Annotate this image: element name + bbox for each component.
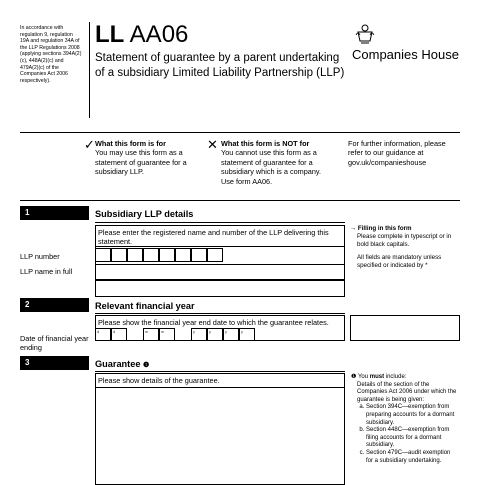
- section-1-inner-rule: [95, 246, 345, 247]
- form-not-purpose-text: You cannot use this form as a statement of guarantee for a subsidiary which is a company. Use form AA06.: [221, 148, 322, 186]
- date-year-3-hint: y: [225, 329, 227, 334]
- section-2-title: Relevant financial year: [95, 301, 195, 311]
- guarantee-note-item: a. Section 394C—exemption from preparing accounts for a dormant subsidiary.: [366, 404, 459, 427]
- section-3-title-text: Guarantee: [95, 359, 141, 369]
- note-prefix: You: [357, 374, 369, 380]
- form-code-prefix: LL: [95, 21, 125, 48]
- guarantee-note-item: b. Section 448C—exemption from filing accounts for a dormant subsidiary.: [366, 427, 459, 450]
- info-top-rule: [20, 132, 460, 133]
- section-2-side-box: [350, 315, 460, 341]
- date-year-3[interactable]: [223, 328, 239, 341]
- further-information: For further information, please refer to our guidance at gov.uk/companieshouse: [348, 139, 446, 167]
- date-day-1-hint: d: [97, 329, 100, 334]
- form-code-number: AA06: [129, 21, 189, 48]
- date-month-2-hint: m: [161, 329, 165, 334]
- llp-number-digit-6[interactable]: [175, 248, 191, 262]
- cross-icon: ✕: [207, 137, 218, 152]
- date-day-1[interactable]: [95, 328, 111, 341]
- financial-year-date-label: Date of financial year ending: [20, 334, 89, 353]
- form-code: [95, 22, 188, 48]
- date-year-2-hint: y: [209, 329, 211, 334]
- section-3-rule: [95, 371, 345, 372]
- form-purpose: [95, 139, 195, 177]
- date-year-4-hint: y: [241, 329, 243, 334]
- form-purpose-text: You may use this form as a statement of guarantee for a subsidiary LLP.: [95, 148, 187, 177]
- note-suffix: include:: [385, 374, 407, 380]
- section-2-rule: [95, 313, 345, 314]
- form-purpose-heading: What this form is for: [95, 139, 166, 148]
- section-3-number: 3: [20, 356, 89, 370]
- section-3-title: [95, 358, 149, 372]
- date-day-2[interactable]: [111, 328, 127, 341]
- date-month-1-hint: m: [145, 329, 149, 334]
- guarantee-details-field[interactable]: [95, 373, 345, 485]
- section-2-prompt: Please show the financial year end date to which the guarantee relates.: [98, 318, 329, 327]
- companies-house-logo: [352, 23, 462, 62]
- form-title: Statement of guarantee by a parent undertaking of a subsidiary Limited Liability Partnership (LLP): [95, 52, 345, 79]
- date-year-2[interactable]: [207, 328, 223, 341]
- llp-name-field-line-2[interactable]: [95, 280, 345, 297]
- companies-house-name: Companies House: [352, 47, 459, 62]
- llp-number-digit-4[interactable]: [143, 248, 159, 262]
- section-2-number: 2: [20, 298, 89, 312]
- section-1-title: Subsidiary LLP details: [95, 209, 194, 219]
- note-must: must: [369, 374, 385, 380]
- tick-icon: ✓: [84, 137, 95, 152]
- llp-number-label: LLP number: [20, 252, 60, 261]
- llp-number-digit-2[interactable]: [111, 248, 127, 262]
- arrow-icon: →: [350, 225, 357, 232]
- date-year-1-hint: y: [193, 329, 195, 334]
- crest-icon: [354, 23, 376, 45]
- guarantee-note-heading: [351, 374, 459, 382]
- filling-in-guidance: [350, 225, 460, 270]
- info-bottom-rule: [20, 200, 460, 201]
- date-year-4[interactable]: [239, 328, 255, 341]
- date-month-1[interactable]: [143, 328, 159, 341]
- llp-number-digit-1[interactable]: [95, 248, 111, 262]
- section-1-number: 1: [20, 206, 89, 220]
- legal-reference-text: In accordance with regulation 9, regulation 19A and regulation 34A of the LLP Regulations 2008 (applying sections 394A(2)(c), 448A(2)(c) and 479A(2)(c) of the Companies Act 2006 respectively).: [20, 25, 82, 84]
- date-day-2-hint: d: [113, 329, 116, 334]
- form-not-purpose-heading: What this form is NOT for: [221, 139, 310, 148]
- llp-number-digit-8[interactable]: [207, 248, 223, 262]
- guarantee-note-intro: Details of the section of the Companies Act 2006 under which the guarantee is being given:: [357, 381, 457, 403]
- info-icon: ❶: [143, 362, 150, 369]
- filling-in-heading: [350, 225, 460, 233]
- guarantee-note: [351, 374, 459, 465]
- llp-number-digit-3[interactable]: [127, 248, 143, 262]
- header-divider: [89, 22, 90, 118]
- note-info-icon: ❶: [351, 374, 357, 380]
- filling-in-text: Please complete in typescript or in bold black capitals.: [357, 232, 452, 248]
- filling-in-heading-text: Filling in this form: [357, 225, 412, 232]
- section-3-inner-rule: [95, 387, 345, 388]
- form-not-purpose: [221, 139, 325, 186]
- date-year-1[interactable]: [191, 328, 207, 341]
- date-month-2[interactable]: [159, 328, 175, 341]
- section-1-rule: [95, 222, 345, 223]
- llp-number-digit-5[interactable]: [159, 248, 175, 262]
- llp-name-label: LLP name in full: [20, 267, 73, 276]
- section-1-prompt: Please enter the registered name and number of the LLP delivering this statement.: [98, 228, 329, 247]
- filling-in-text-2: All fields are mandatory unless specified or indicated by *: [357, 254, 442, 270]
- section-3-prompt: Please show details of the guarantee.: [98, 376, 220, 385]
- guarantee-note-item: c. Section 479C—audit exemption for a subsidiary undertaking.: [366, 450, 459, 465]
- llp-name-field-line-1[interactable]: [95, 264, 345, 280]
- guarantee-note-list: [351, 404, 459, 465]
- llp-number-digit-7[interactable]: [191, 248, 207, 262]
